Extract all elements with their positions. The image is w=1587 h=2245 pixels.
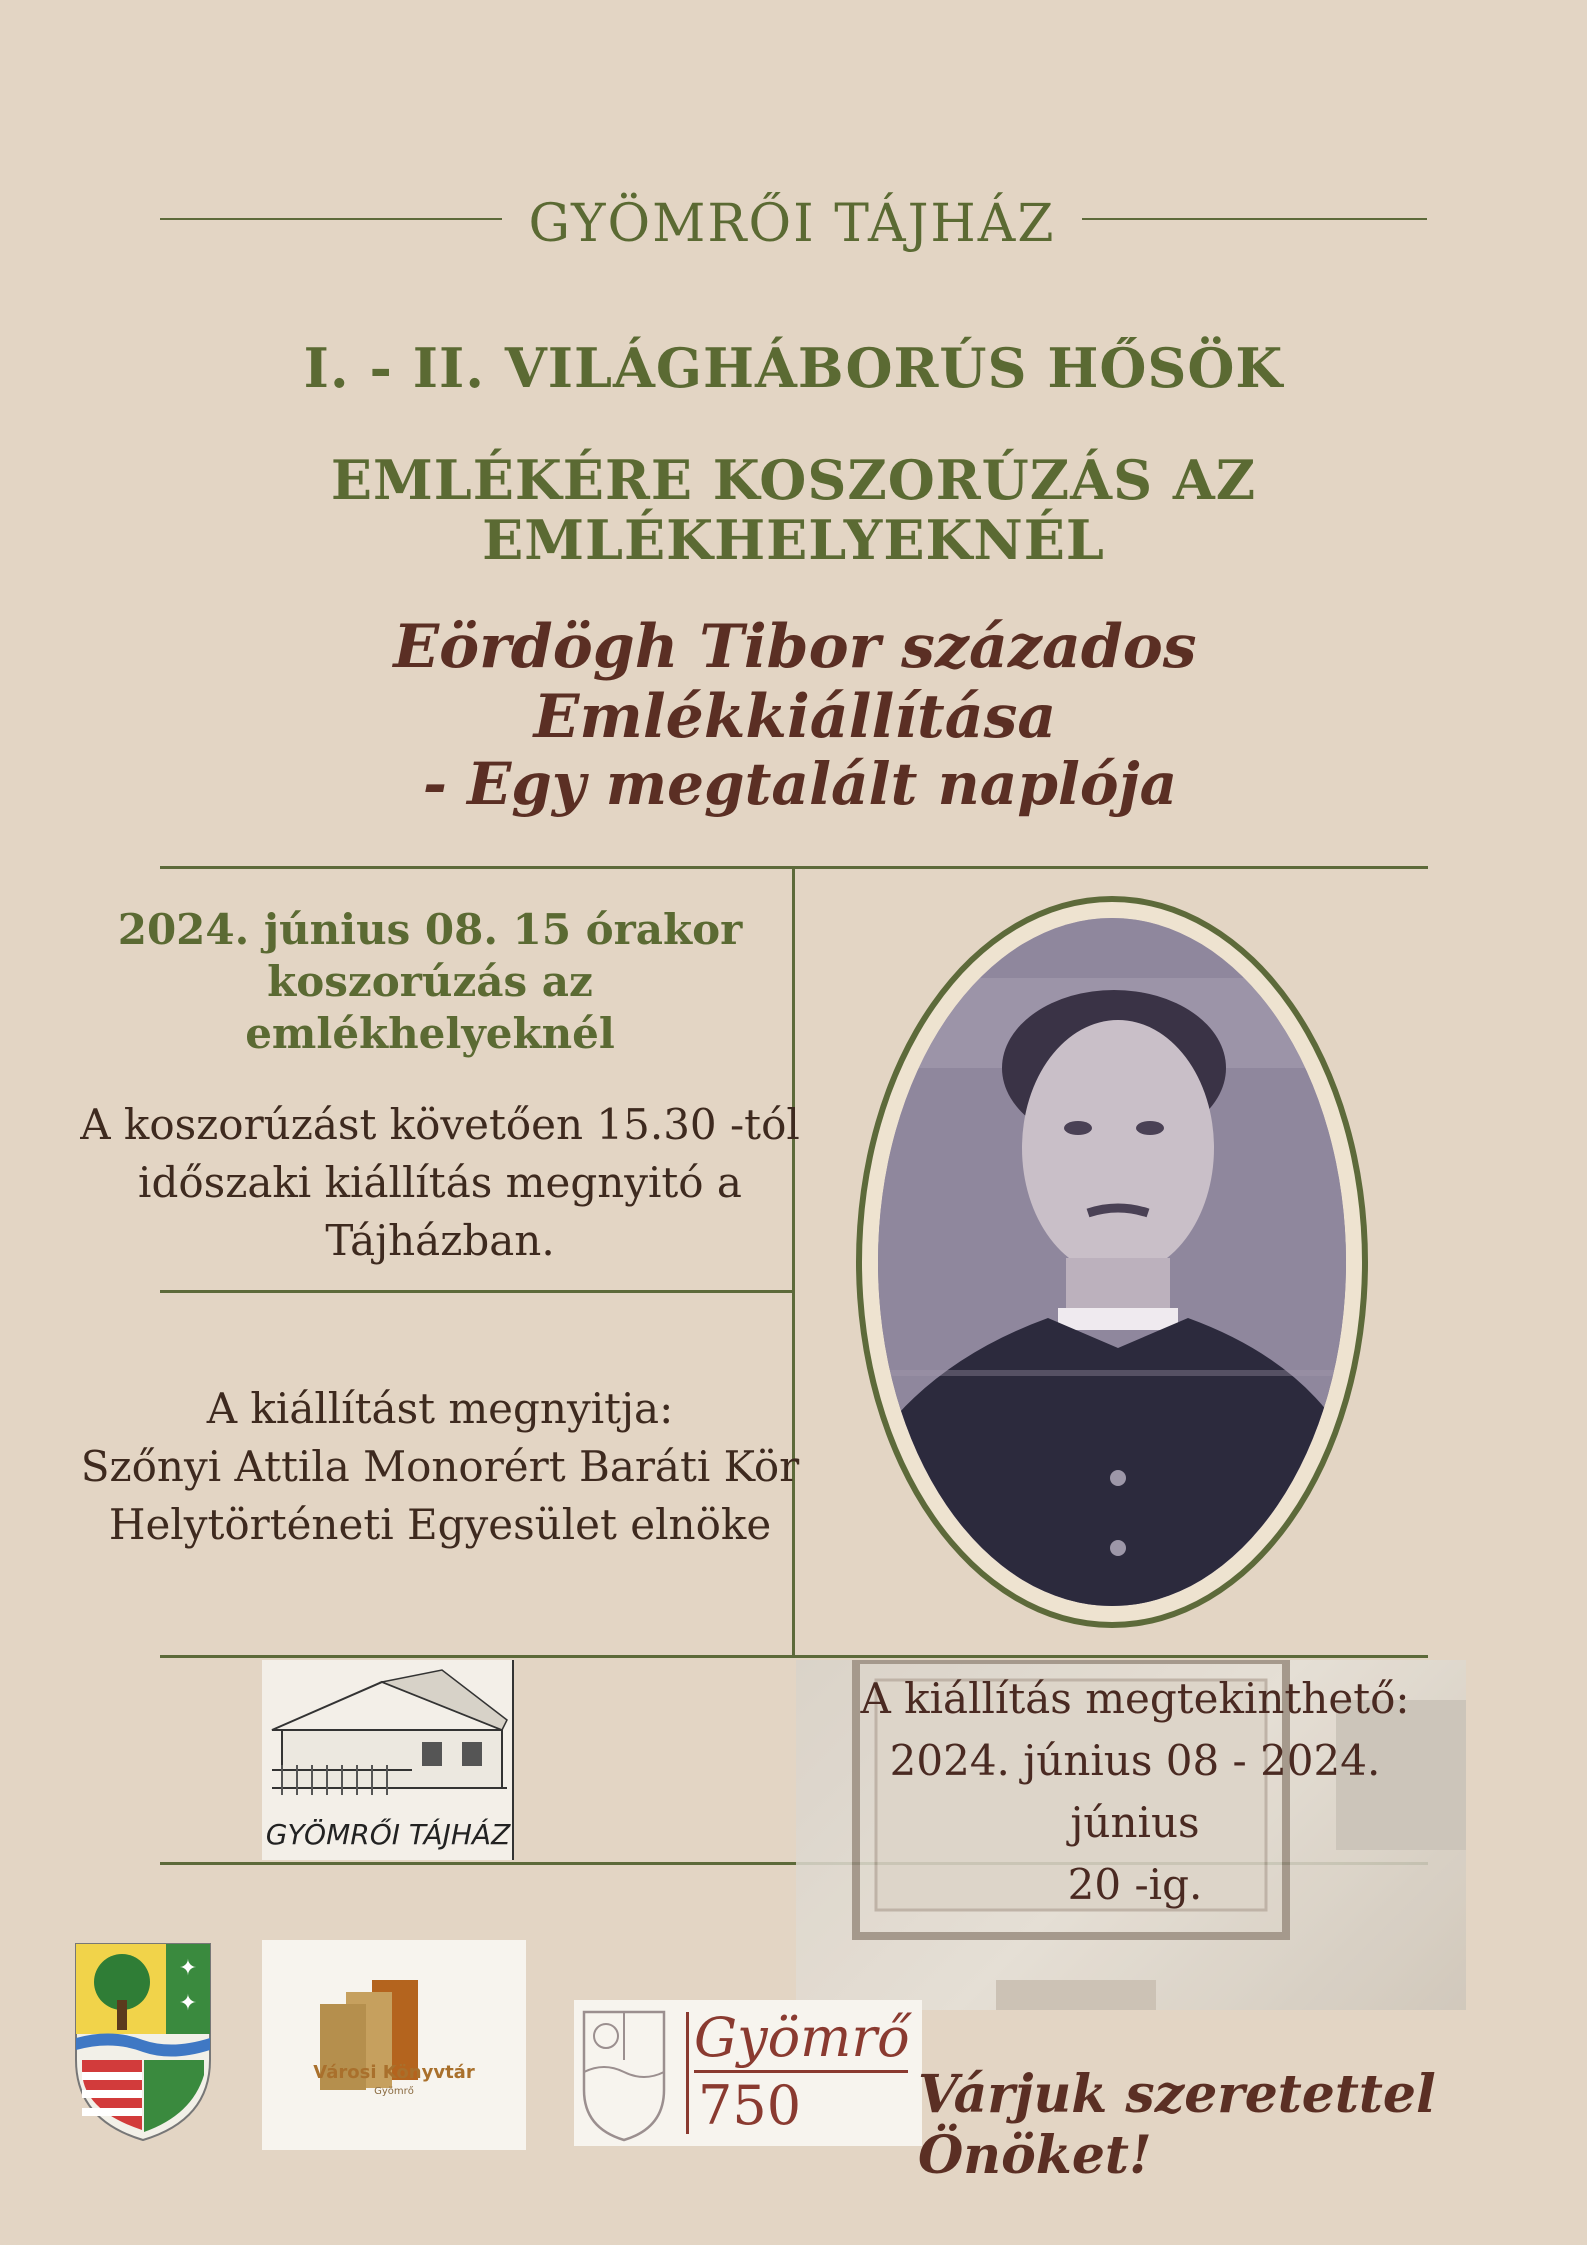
portrait-figure <box>878 918 1346 1606</box>
opener-line1: A kiállítást megnyitja: <box>206 1384 674 1433</box>
exhibition-line2: 2024. június 08 - 2024. június <box>889 1736 1381 1847</box>
opening-line2: időszaki kiállítás megnyitó a <box>138 1158 742 1207</box>
gyomro-750-rule <box>694 2070 908 2073</box>
library-logo <box>262 1940 526 2150</box>
tajhaz-logo-label: GYÖMRŐI TÁJHÁZ <box>265 1818 511 1851</box>
portrait-photo <box>878 918 1346 1606</box>
opener-line3: Helytörténeti Egyesület elnöke <box>108 1500 772 1549</box>
gyomro-750-crest-icon <box>574 2000 684 2146</box>
opening-line1: A koszorúzást követően 15.30 -tól <box>80 1100 800 1149</box>
gyomro-750-name: Gyömrő <box>694 2006 910 2069</box>
opening-info <box>80 1096 800 1270</box>
exhibition-script-title: Eördögh Tibor százados Emlékkiállítása <box>393 612 1197 752</box>
library-city: Gyömrő <box>374 2086 414 2097</box>
ceremony-date <box>100 904 760 1060</box>
gyomro-750-divider <box>686 2012 689 2134</box>
event-title-line3: EMLÉKHELYEKNÉL <box>482 508 1105 572</box>
exhibition-dates <box>820 1668 1450 1916</box>
library-name: Városi Könyvtár <box>313 2062 475 2083</box>
exhibition-line3: 20 -ig. <box>1067 1860 1203 1909</box>
event-title-line2: EMLÉKÉRE KOSZORÚZÁS AZ <box>330 448 1257 512</box>
coat-of-arms-icon <box>72 1940 214 2142</box>
event-title-line1: I. - II. VILÁGHÁBORÚS HŐSÖK <box>303 336 1284 400</box>
venue-title: GYÖMRŐI TÁJHÁZ <box>528 194 1056 254</box>
logo-divider <box>512 1660 514 1860</box>
exhibition-line1: A kiállítás megtekinthető: <box>860 1674 1410 1723</box>
tajhaz-logo <box>262 1660 514 1860</box>
rule-lower <box>160 1655 1428 1658</box>
diary-script-subtitle: - Egy megtalált naplója <box>422 750 1178 818</box>
header-rule-right <box>1082 218 1427 220</box>
welcome-message: Várjuk szeretettel Önöket! <box>918 2064 1436 2186</box>
gyomro-750-number: 750 <box>698 2074 802 2137</box>
rule-mid-left <box>160 1290 794 1293</box>
gyomro-750-logo <box>574 2000 922 2146</box>
opener-line2: Szőnyi Attila Monorért Baráti Kör <box>80 1442 800 1491</box>
opener-info <box>80 1380 800 1554</box>
ceremony-date-line2: koszorúzás az emlékhelyeknél <box>245 957 615 1058</box>
opening-line3: Tájházban. <box>325 1216 555 1265</box>
portrait-frame <box>856 896 1368 1628</box>
ceremony-date-line1: 2024. június 08. 15 órakor <box>117 905 743 954</box>
svg-text:✦: ✦ <box>178 1991 198 2016</box>
header-rule-left <box>160 218 502 220</box>
svg-text:✦: ✦ <box>178 1956 198 1981</box>
farmhouse-icon <box>262 1660 514 1820</box>
gyomro-coat-of-arms <box>72 1940 214 2142</box>
